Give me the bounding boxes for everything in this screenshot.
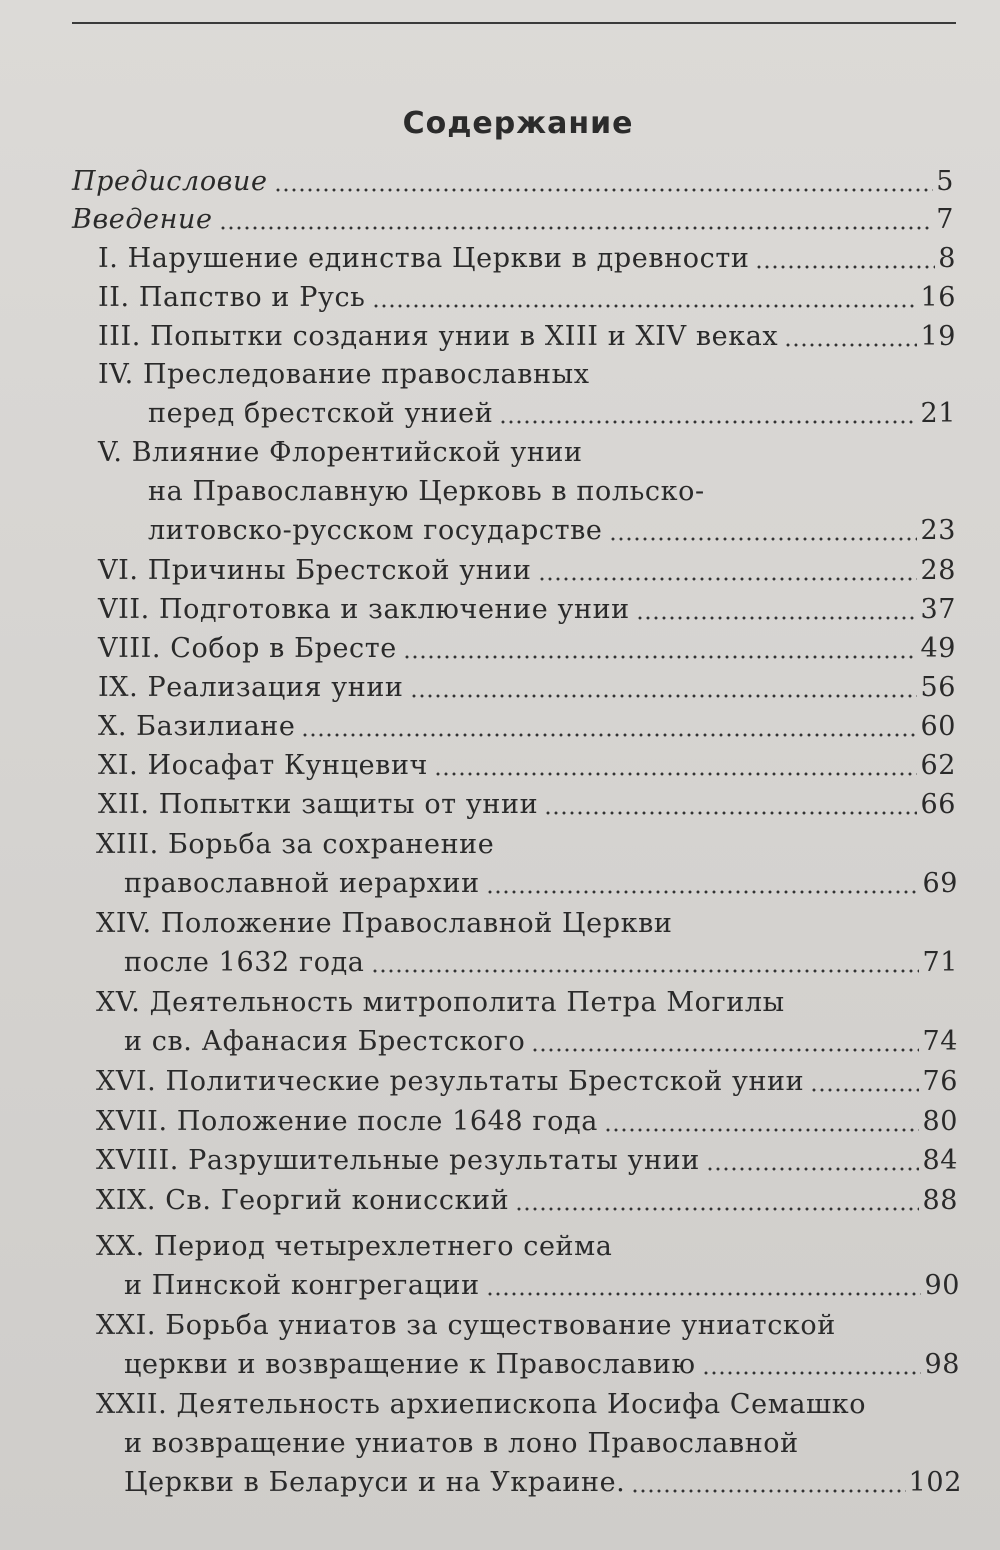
leader-dots [499,420,917,424]
leader-dots [434,772,917,776]
toc-entry-page: 56 [920,672,956,703]
toc-entry[interactable] [148,513,956,549]
toc-entry-page: 37 [920,594,956,625]
toc-entry-title: XVII. Положение после 1648 года [96,1106,598,1137]
toc-entry-title: VII. Подготовка и заключение унии [98,594,630,625]
toc-entry-title: XIX. Св. Георгий конисский [96,1185,510,1216]
toc-entry[interactable] [96,1104,958,1140]
toc-entry-page: 90 [924,1270,960,1301]
toc-entry[interactable] [124,866,958,902]
toc-entry-title: Предисловие [72,166,268,197]
toc-entry-title: XII. Попытки защиты от унии [98,789,539,820]
leader-dots [410,694,918,698]
leader-dots [486,1292,922,1296]
leader-dots [274,188,934,192]
toc-entry-title: VI. Причины Брестской унии [98,555,532,586]
toc-entry-title: после 1632 года [124,947,365,978]
toc-entry-page: 102 [908,1467,962,1498]
page-title: Содержание [402,106,634,141]
toc-entry[interactable] [148,396,956,432]
leader-dots [636,616,918,620]
leader-dots [301,733,917,737]
toc-entry-title: и св. Афанасия Брестского [124,1026,526,1057]
toc-entry-title: Введение [72,204,213,235]
toc-entry[interactable] [98,280,956,316]
toc-entry[interactable] [98,319,956,355]
toc-entry-page: 98 [924,1349,960,1380]
leader-dots [755,265,935,269]
leader-dots [372,304,918,308]
toc-entry[interactable] [124,1024,958,1060]
toc-entry[interactable] [124,1465,962,1501]
toc-entry-title-first-line: V. Влияние Флорентийской унии [98,437,583,468]
toc-entry-page: 16 [920,282,956,313]
toc-entry-title: церкви и возвращение к Православию [124,1349,696,1380]
toc-entry-title-first-line: XX. Период четырехлетнего сейма [96,1231,613,1262]
toc-entry[interactable] [72,202,954,238]
toc-entry-page: 5 [936,166,954,197]
toc-entry-title-first-line: XIV. Положение Православной Церкви [96,908,673,939]
toc-entry-title: XVIII. Разрушительные результаты унии [96,1145,700,1176]
toc-entry-title-second-line: на Православную Церковь в польско- [148,476,705,507]
toc-entry-page: 69 [922,868,958,899]
toc-entry[interactable] [96,1143,958,1179]
leader-dots [609,537,918,541]
leader-dots [631,1489,905,1493]
toc-entry[interactable] [98,787,956,823]
toc-entry-title-first-line: XXI. Борьба униатов за существование униатской [96,1310,836,1341]
toc-entry-page: 66 [920,789,956,820]
toc-entry-page: 28 [920,555,956,586]
toc-entry-title: III. Попытки создания унии в XIII и XIV веках [98,321,779,352]
leader-dots [784,343,917,347]
leader-dots [544,811,917,815]
leader-dots [515,1207,919,1211]
toc-entry-title: VIII. Собор в Бресте [98,633,397,664]
toc-entry-title: I. Нарушение единства Церкви в древности [98,243,750,274]
toc-entry-title: Церкви в Беларуси и на Украине. [124,1467,626,1498]
toc-entry[interactable] [98,592,956,628]
toc-entry[interactable] [96,1183,958,1219]
toc-entry-page: 8 [938,243,956,274]
toc-entry-page: 76 [922,1066,958,1097]
toc-entry[interactable] [96,1064,958,1100]
toc-entry-title-first-line: XV. Деятельность митрополита Петра Могилы [96,987,785,1018]
leader-dots [702,1371,922,1375]
leader-dots [538,577,918,581]
toc-entry-title: православной иерархии [124,868,480,899]
toc-entry[interactable] [98,748,956,784]
toc-entry-page: 88 [922,1185,958,1216]
toc-entry-title: XVI. Политические результаты Брестской унии [96,1066,805,1097]
toc-entry[interactable] [124,945,958,981]
toc-entry[interactable] [98,709,956,745]
toc-entry-page: 49 [920,633,956,664]
toc-entry-page: 7 [936,204,954,235]
toc-entry-page: 84 [922,1145,958,1176]
toc-entry-title-first-line: XIII. Борьба за сохранение [96,829,495,860]
toc-entry[interactable] [98,631,956,667]
toc-entry[interactable] [98,670,956,706]
toc-entry-page: 74 [922,1026,958,1057]
toc-entry-page: 19 [920,321,956,352]
toc-entry-title-first-line: IV. Преследование православных [98,359,590,390]
toc-entry[interactable] [124,1268,960,1304]
leader-dots [706,1167,920,1171]
toc-entry-title: X. Базилиане [98,711,296,742]
toc-entry-title: IX. Реализация унии [98,672,404,703]
toc-entry-page: 21 [920,398,956,429]
leader-dots [604,1128,920,1132]
leader-dots [810,1088,919,1092]
toc-entry-page: 60 [920,711,956,742]
toc-entry-title: перед брестской унией [148,398,494,429]
toc-entry-page: 23 [920,515,956,546]
toc-entry[interactable] [98,241,956,277]
top-rule [72,22,956,24]
toc-entry-title-second-line: и возвращение униатов в лоно Православной [124,1428,799,1459]
toc-entry-page: 80 [922,1106,958,1137]
leader-dots [403,655,918,659]
toc-entry-title: II. Папство и Русь [98,282,366,313]
leader-dots [219,226,934,230]
toc-entry-page: 62 [920,750,956,781]
toc-entry[interactable] [98,553,956,589]
toc-entry-title: литовско-русском государстве [148,515,603,546]
leader-dots [486,890,920,894]
toc-entry-title: XI. Иосафат Кунцевич [98,750,428,781]
toc-entry[interactable] [124,1347,960,1383]
toc-entry[interactable] [72,164,954,200]
toc-entry-title-first-line: XXII. Деятельность архиепископа Иосифа Семашко [96,1389,867,1420]
toc-entry-page: 71 [922,947,958,978]
toc-entry-title: и Пинской конгрегации [124,1270,480,1301]
leader-dots [371,969,920,973]
leader-dots [531,1048,919,1052]
